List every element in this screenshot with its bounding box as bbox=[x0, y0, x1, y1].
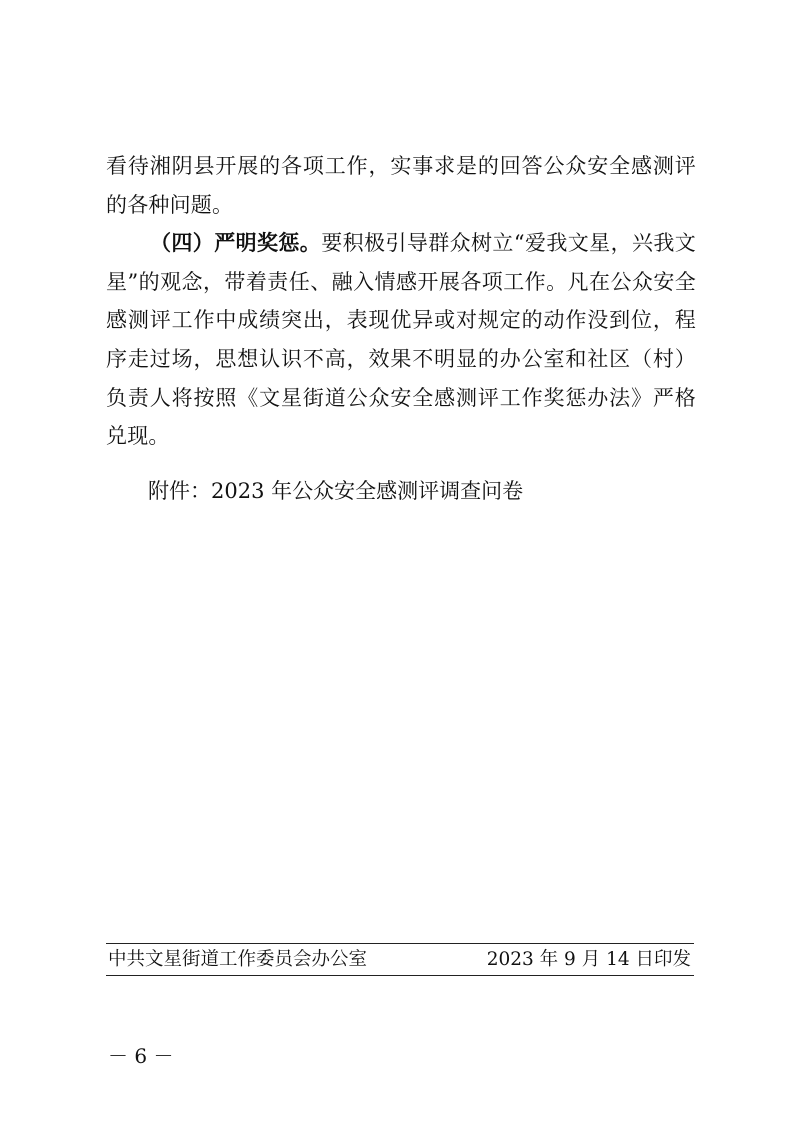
paragraph-rewards-penalties bbox=[106, 224, 696, 456]
section-heading: （四）严明奖惩。 bbox=[150, 230, 322, 256]
paragraph-text: 要积极引导群众树立“爱我文星，兴我文星”的观念，带着责任、融入情感开展各项工作。凡在公众安全感测评工作中成绩突出，表现优异或对规定的动作没到位，程序走过场，思想认识不高，效果不明显的办公室和社区（村）负责人将按照《文星街道公众安全感测评工作奖惩办法》严格兑现。 bbox=[106, 231, 696, 449]
body-text bbox=[106, 147, 696, 456]
footer-issuer: 中共文星街道工作委员会办公室 bbox=[108, 949, 368, 970]
footer-rule-top bbox=[106, 943, 694, 944]
footer-rule-bottom bbox=[106, 975, 694, 976]
paragraph-continuation: 看待湘阴县开展的各项工作，实事求是的回答公众安全感测评的各种问题。 bbox=[106, 154, 696, 217]
page-number: － 6 － bbox=[108, 1044, 174, 1068]
attachment-note: 附件：2023 年公众安全感测评调查问卷 bbox=[148, 479, 524, 503]
footer-date: 2023 年 9 月 14 日印发 bbox=[486, 949, 691, 970]
